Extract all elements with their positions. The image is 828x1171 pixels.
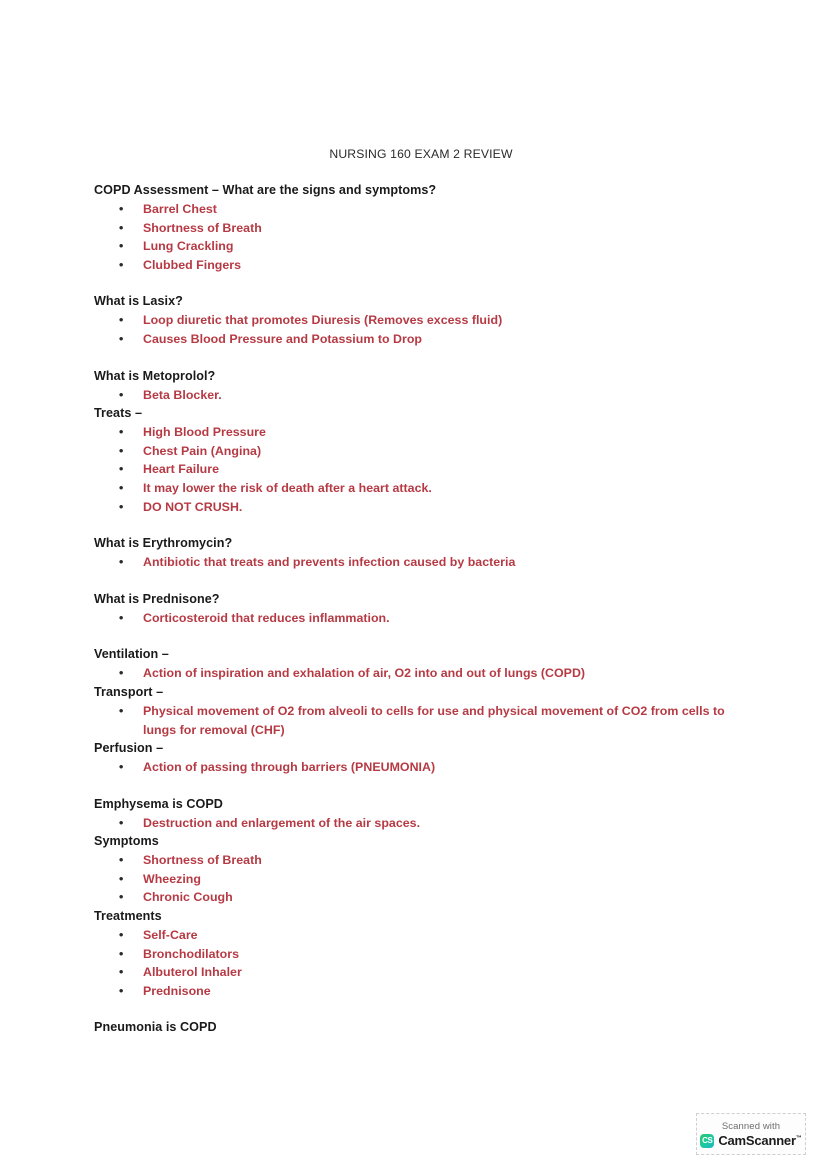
answer-list xyxy=(94,609,754,628)
document-section xyxy=(94,832,754,907)
list-item xyxy=(94,758,754,777)
section-heading: What is Erythromycin? xyxy=(94,536,233,551)
list-item-label: Physical movement of O2 from alveoli to cells for use and physical movement of CO2 from cells to lungs for removal (CHF) xyxy=(143,703,725,737)
list-item xyxy=(94,926,754,945)
list-item xyxy=(94,256,754,275)
bullet-icon: • xyxy=(119,462,124,477)
list-item xyxy=(94,553,754,572)
list-item-label: Shortness of Breath xyxy=(143,220,262,235)
list-item-label: Corticosteroid that reduces inflammation. xyxy=(143,610,390,625)
document-section xyxy=(94,292,754,348)
document-section xyxy=(94,683,754,739)
list-item xyxy=(94,702,754,739)
list-item xyxy=(94,479,754,498)
watermark-brand-text: CamScanner xyxy=(718,1133,796,1148)
bullet-icon: • xyxy=(119,555,124,570)
section-heading: COPD Assessment – What are the signs and symptoms? xyxy=(94,183,437,197)
list-item-label: Destruction and enlargement of the air spaces. xyxy=(143,815,421,830)
bullet-icon: • xyxy=(119,983,124,998)
answer-list xyxy=(94,851,754,907)
watermark-brand-name xyxy=(718,1134,801,1148)
document-section xyxy=(94,1018,754,1037)
list-item xyxy=(94,888,754,907)
bullet-icon: • xyxy=(119,965,124,980)
list-item-label: Self-Care xyxy=(143,928,198,943)
bullet-icon: • xyxy=(119,387,124,402)
list-item-label: Beta Blocker. xyxy=(143,387,222,402)
answer-list xyxy=(94,926,754,1000)
answer-list xyxy=(94,758,754,777)
answer-list xyxy=(94,386,754,405)
answer-list xyxy=(94,664,754,683)
document-section xyxy=(94,534,754,572)
bullet-icon: • xyxy=(119,610,124,625)
document-section xyxy=(94,795,754,833)
list-item-label: Bronchodilators xyxy=(143,946,239,961)
section-heading: What is Metoprolol? xyxy=(94,368,216,383)
answer-list xyxy=(94,702,754,739)
bullet-icon: • xyxy=(119,257,124,272)
list-item-label: Albuterol Inhaler xyxy=(143,965,242,980)
section-heading: Treats – xyxy=(94,406,143,421)
answer-list xyxy=(94,553,754,572)
section-spacer xyxy=(94,777,754,795)
bullet-icon: • xyxy=(119,202,124,216)
trademark-icon: ™ xyxy=(795,1135,802,1142)
camscanner-watermark xyxy=(696,1113,806,1155)
list-item-label: High Blood Pressure xyxy=(143,425,266,440)
section-heading: Emphysema is COPD xyxy=(94,796,223,811)
list-item xyxy=(94,945,754,964)
list-item-label: Action of passing through barriers (PNEUMONIA) xyxy=(143,760,436,775)
document-section xyxy=(94,590,754,628)
document-section xyxy=(94,404,754,516)
bullet-icon: • xyxy=(119,666,124,681)
list-item-label: Loop diuretic that promotes Diuresis (Removes excess fluid) xyxy=(143,313,503,328)
bullet-icon: • xyxy=(119,871,124,886)
page-title: NURSING 160 EXAM 2 REVIEW xyxy=(329,147,513,161)
section-heading: Perfusion – xyxy=(94,741,164,756)
document-section xyxy=(94,645,754,683)
list-item-label: Lung Crackling xyxy=(143,239,234,254)
list-item xyxy=(94,498,754,517)
list-item xyxy=(94,851,754,870)
list-item xyxy=(94,664,754,683)
section-heading: Symptoms xyxy=(94,834,159,849)
section-spacer xyxy=(94,274,754,292)
list-item xyxy=(94,200,754,219)
list-item-label: Action of inspiration and exhalation of air, O2 into and out of lungs (COPD) xyxy=(143,666,586,681)
section-spacer xyxy=(94,1000,754,1018)
answer-list xyxy=(94,200,754,274)
watermark-brand-row xyxy=(700,1134,801,1148)
section-heading: Pneumonia is COPD xyxy=(94,1020,217,1035)
list-item xyxy=(94,442,754,461)
list-item-label: DO NOT CRUSH. xyxy=(143,499,243,514)
bullet-icon: • xyxy=(119,499,124,514)
bullet-icon: • xyxy=(119,425,124,440)
list-item xyxy=(94,311,754,330)
list-item xyxy=(94,460,754,479)
bullet-icon: • xyxy=(119,815,124,830)
answer-list xyxy=(94,423,754,516)
bullet-icon: • xyxy=(119,443,124,458)
section-spacer xyxy=(94,349,754,367)
list-item xyxy=(94,982,754,1001)
list-item-label: It may lower the risk of death after a heart attack. xyxy=(143,480,432,495)
list-item-label: Prednisone xyxy=(143,983,211,998)
list-item-label: Wheezing xyxy=(143,871,201,886)
answer-list xyxy=(94,814,754,833)
list-item-label: Chronic Cough xyxy=(143,890,233,905)
bullet-icon: • xyxy=(119,703,124,718)
document-section xyxy=(94,907,754,1000)
document-section xyxy=(94,367,754,405)
bullet-icon: • xyxy=(119,480,124,495)
list-item xyxy=(94,386,754,405)
list-item xyxy=(94,219,754,238)
list-item xyxy=(94,330,754,349)
section-spacer xyxy=(94,572,754,590)
bullet-icon: • xyxy=(119,760,124,775)
section-heading: Ventilation – xyxy=(94,647,169,662)
list-item-label: Shortness of Breath xyxy=(143,853,262,868)
bullet-icon: • xyxy=(119,313,124,328)
list-item-label: Chest Pain (Angina) xyxy=(143,443,262,458)
document-section xyxy=(94,181,754,274)
bullet-icon: • xyxy=(119,239,124,254)
document-body xyxy=(94,181,754,1037)
list-item xyxy=(94,870,754,889)
bullet-icon: • xyxy=(119,946,124,961)
camscanner-logo-icon: CS xyxy=(700,1134,714,1148)
list-item-label: Barrel Chest xyxy=(143,202,217,216)
list-item xyxy=(94,609,754,628)
bullet-icon: • xyxy=(119,331,124,346)
list-item xyxy=(94,814,754,833)
list-item-label: Heart Failure xyxy=(143,462,220,477)
bullet-icon: • xyxy=(119,220,124,235)
bullet-icon: • xyxy=(119,853,124,868)
bullet-icon: • xyxy=(119,890,124,905)
answer-list xyxy=(94,311,754,348)
list-item-label: Clubbed Fingers xyxy=(143,257,242,272)
list-item-label: Causes Blood Pressure and Potassium to Drop xyxy=(143,331,423,346)
section-heading: What is Lasix? xyxy=(94,294,183,309)
list-item xyxy=(94,963,754,982)
list-item-label: Antibiotic that treats and prevents infection caused by bacteria xyxy=(143,555,516,570)
watermark-scanned-with-label: Scanned with xyxy=(721,1121,781,1132)
section-heading: Treatments xyxy=(94,909,162,924)
section-spacer xyxy=(94,516,754,534)
list-item xyxy=(94,237,754,256)
bullet-icon: • xyxy=(119,928,124,943)
section-spacer xyxy=(94,627,754,645)
list-item xyxy=(94,423,754,442)
section-heading: What is Prednisone? xyxy=(94,591,220,606)
section-heading: Transport – xyxy=(94,684,164,699)
document-section xyxy=(94,739,754,777)
